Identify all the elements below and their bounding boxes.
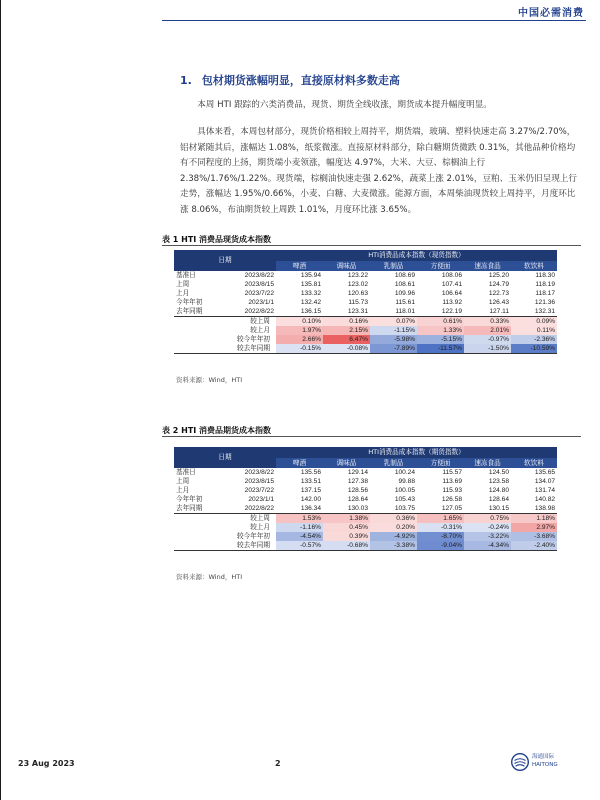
- table1-title-rule: [162, 245, 581, 246]
- change-value-cell: -8.70%: [417, 532, 464, 541]
- page-left-rule: [0, 0, 1, 800]
- category-column-header: 方便面: [417, 261, 464, 271]
- table2-title-rule: [162, 436, 581, 437]
- change-value-cell: 1.97%: [276, 326, 323, 335]
- index-value-cell: 120.63: [347, 290, 368, 297]
- change-row: [174, 335, 557, 344]
- change-value-cell: 2.01%: [464, 326, 511, 335]
- change-value-cell: -3.38%: [370, 541, 417, 551]
- change-value-cell: 1.38%: [323, 514, 370, 524]
- row-date: 2023/8/15: [244, 281, 274, 288]
- category-column-header: 软饮料: [511, 261, 557, 271]
- index-value-cell: 118.17: [535, 290, 556, 297]
- index-value-cell: 107.41: [441, 281, 462, 288]
- index-value-cell: 142.00: [300, 496, 321, 503]
- intro-paragraph: 本周 HTI 跟踪的六类消费品，现货、期货全线收涨，期货成本提升幅度明显。: [197, 100, 492, 110]
- index-value-cell: 123.22: [347, 272, 368, 279]
- change-value-cell: 0.36%: [370, 514, 417, 524]
- index-value-cell: 130.15: [488, 505, 509, 512]
- change-value-cell: -1.16%: [276, 523, 323, 532]
- row-date: 2023/1/1: [248, 496, 274, 503]
- change-label: 较上月: [250, 524, 270, 531]
- row-date: 2023/7/22: [244, 487, 274, 494]
- report-category-brand: 中国必需消费: [518, 8, 584, 19]
- row-label: 基准日: [176, 469, 196, 476]
- change-value-cell: -5.15%: [417, 335, 464, 344]
- index-value-cell: 133.51: [300, 478, 321, 485]
- index-value-cell: 113.69: [442, 478, 462, 485]
- index-value-cell: 128.56: [347, 487, 368, 494]
- index-value-cell: 105.43: [394, 496, 415, 503]
- change-label: 较今年年初: [237, 336, 270, 343]
- category-column-header: 调味品: [323, 261, 370, 271]
- change-value-cell: 1.33%: [417, 326, 464, 335]
- change-value-cell: -4.54%: [276, 532, 323, 541]
- row-date: 2023/8/22: [244, 272, 274, 279]
- change-value-cell: -0.57%: [276, 541, 323, 551]
- change-label: 较去年同期: [174, 541, 276, 551]
- index-row: [174, 468, 557, 477]
- index-value-cell: 122.73: [488, 290, 509, 297]
- index-value-cell: 129.14: [347, 469, 368, 476]
- index-value-cell: 138.98: [534, 505, 556, 512]
- row-label: 上周: [176, 478, 190, 485]
- row-date: 2023/7/22: [244, 290, 274, 297]
- category-column-header: 调味品: [323, 458, 370, 468]
- page-number: 2: [275, 759, 281, 768]
- index-value-cell: 132.42: [300, 299, 321, 306]
- index-value-cell: 133.32: [300, 290, 321, 297]
- change-value-cell: -3.22%: [464, 532, 511, 541]
- index-value-cell: 135.65: [534, 469, 556, 476]
- index-value-cell: 123.31: [347, 308, 368, 315]
- index-value-cell: 125.20: [488, 272, 509, 279]
- date-column-header: 日期: [174, 447, 276, 468]
- row-date: 2022/8/22: [244, 308, 274, 315]
- index-value-cell: 135.81: [300, 281, 321, 288]
- index-value-cell: 113.92: [442, 299, 462, 306]
- row-date: 2023/1/1: [248, 299, 274, 306]
- change-row: [174, 541, 557, 551]
- date-column-header: 日期: [174, 250, 276, 271]
- index-value-cell: 127.05: [441, 505, 462, 512]
- index-value-cell: 100.24: [394, 469, 415, 476]
- index-value-cell: 99.88: [398, 478, 415, 485]
- category-column-header: 速冻食品: [464, 458, 511, 468]
- change-value-cell: -5.98%: [370, 335, 417, 344]
- change-value-cell: -3.68%: [511, 532, 557, 541]
- index-value-cell: 136.15: [300, 308, 321, 315]
- section-number: 1.: [180, 74, 192, 87]
- index-value-cell: 118.30: [535, 272, 556, 279]
- change-value-cell: -0.08%: [323, 344, 370, 354]
- row-date: 2023/8/15: [244, 478, 274, 485]
- change-value-cell: -10.59%: [511, 344, 557, 354]
- change-label: 较上月: [250, 327, 270, 334]
- change-value-cell: 0.20%: [370, 523, 417, 532]
- index-row: [174, 504, 557, 514]
- change-value-cell: -1.50%: [464, 344, 511, 354]
- index-value-cell: 115.61: [395, 299, 415, 306]
- haitong-logo-icon: [511, 753, 529, 771]
- index-row: [174, 298, 557, 307]
- change-value-cell: -4.92%: [370, 532, 417, 541]
- change-value-cell: 6.47%: [323, 335, 370, 344]
- change-value-cell: 0.39%: [323, 532, 370, 541]
- index-value-cell: 123.02: [347, 281, 368, 288]
- futures-cost-index-table: [174, 447, 557, 551]
- change-row: [174, 344, 557, 354]
- change-value-cell: 1.65%: [417, 514, 464, 524]
- index-value-cell: 115.93: [442, 487, 462, 494]
- index-row: [174, 280, 557, 289]
- index-value-cell: 124.79: [488, 281, 509, 288]
- change-value-cell: -4.34%: [464, 541, 511, 551]
- index-row: [174, 495, 557, 504]
- change-value-cell: -9.04%: [417, 541, 464, 551]
- change-label: 较上周: [174, 317, 276, 327]
- index-value-cell: 121.36: [534, 299, 556, 306]
- index-row: [174, 486, 557, 495]
- index-value-cell: 140.82: [534, 496, 556, 503]
- index-row: [174, 477, 557, 486]
- index-value-cell: 124.50: [488, 469, 509, 476]
- change-value-cell: 0.45%: [323, 523, 370, 532]
- index-value-cell: 106.64: [441, 290, 462, 297]
- change-value-cell: -2.40%: [511, 541, 557, 551]
- change-value-cell: 1.53%: [276, 514, 323, 524]
- row-label: 去年同期: [176, 308, 203, 315]
- index-value-cell: 128.64: [347, 496, 368, 503]
- row-label: 基准日: [176, 272, 196, 279]
- index-value-cell: 127.38: [347, 478, 368, 485]
- table1-title: 表 1 HTI 消费品现货成本指数: [162, 235, 272, 244]
- change-value-cell: -0.68%: [323, 541, 370, 551]
- index-value-cell: 137.15: [300, 487, 321, 494]
- table1-source: 资料来源：Wind，HTI: [176, 376, 243, 384]
- change-value-cell: 0.11%: [511, 326, 557, 335]
- row-label: 去年同期: [176, 505, 203, 512]
- index-value-cell: 109.96: [394, 290, 415, 297]
- category-column-header: 乳制品: [370, 458, 417, 468]
- change-value-cell: -7.89%: [370, 344, 417, 354]
- change-label: 较上周: [174, 514, 276, 524]
- change-label: 较去年同期: [174, 344, 276, 354]
- index-value-cell: 128.64: [488, 496, 509, 503]
- change-value-cell: -0.31%: [417, 523, 464, 532]
- change-row: [174, 326, 557, 335]
- index-value-cell: 131.74: [534, 487, 556, 494]
- change-value-cell: -11.57%: [417, 344, 464, 354]
- change-row: [174, 317, 557, 327]
- index-value-cell: 132.31: [534, 308, 556, 315]
- change-value-cell: -0.15%: [276, 344, 323, 354]
- change-row: [174, 532, 557, 541]
- index-value-cell: 108.61: [394, 281, 415, 288]
- index-value-cell: 135.94: [300, 272, 321, 279]
- index-value-cell: 118.19: [535, 281, 556, 288]
- index-value-cell: 100.05: [394, 487, 415, 494]
- index-value-cell: 108.06: [441, 272, 462, 279]
- index-value-cell: 103.75: [394, 505, 415, 512]
- change-value-cell: 2.97%: [511, 523, 557, 532]
- change-value-cell: 0.07%: [370, 317, 417, 327]
- row-date: 2022/8/22: [244, 505, 274, 512]
- section-title: [180, 72, 400, 88]
- index-group-header: HTI消费品成本指数（期货指数）: [276, 447, 557, 458]
- change-value-cell: 0.33%: [464, 317, 511, 327]
- change-value-cell: 2.66%: [276, 335, 323, 344]
- section-title-text: 包材期货涨幅明显，直接原材料多数走高: [201, 74, 400, 87]
- index-value-cell: 115.73: [348, 299, 368, 306]
- category-column-header: 软饮料: [511, 458, 557, 468]
- table2-source: 资料来源：Wind，HTI: [176, 573, 243, 581]
- category-column-header: 啤酒: [276, 458, 323, 468]
- index-value-cell: 136.34: [300, 505, 321, 512]
- category-column-header: 乳制品: [370, 261, 417, 271]
- change-row: [174, 514, 557, 524]
- index-value-cell: 115.57: [442, 469, 462, 476]
- haitong-logo-text: 海通国际 HAITONG: [532, 754, 558, 768]
- index-row: [174, 307, 557, 317]
- row-date: 2023/8/22: [244, 469, 274, 476]
- index-value-cell: 127.11: [489, 308, 509, 315]
- index-value-cell: 126.43: [488, 299, 509, 306]
- change-value-cell: -1.15%: [370, 326, 417, 335]
- header-rule: [162, 20, 586, 21]
- change-value-cell: 0.10%: [276, 317, 323, 327]
- change-value-cell: -0.97%: [464, 335, 511, 344]
- index-value-cell: 124.80: [488, 487, 509, 494]
- index-value-cell: 126.58: [441, 496, 462, 503]
- row-label: 上周: [176, 281, 190, 288]
- row-label: 上月: [176, 290, 190, 297]
- change-value-cell: 0.61%: [417, 317, 464, 327]
- category-column-header: 速冻食品: [464, 261, 511, 271]
- change-value-cell: 0.16%: [323, 317, 370, 327]
- spot-cost-index-table: [174, 250, 557, 354]
- footer-date: 23 Aug 2023: [18, 759, 75, 768]
- index-value-cell: 122.19: [441, 308, 462, 315]
- change-value-cell: 0.75%: [464, 514, 511, 524]
- index-value-cell: 108.69: [394, 272, 415, 279]
- category-column-header: 方便面: [417, 458, 464, 468]
- detail-paragraph: 具体来看，本周包材部分，现货价格相较上周持平，期货端，玻璃、塑料快速走高 3.27%/2.70%，铝材紧随其后，涨幅达 1.08%，纸浆微涨。直接原材料部分，除白糖期货微跌 0.31%，其他品种价格均有不同程度的上扬，期货端小麦领涨，幅度达 4.97%，大米、大豆、棕榈油上行 2.38%/1.76%/1.22%。现货端，棕榈油快速走强 2.62%，蔬菜上涨 2.01%，豆粕、玉米仍旧呈现上行走势，涨幅达 1.95%/0.66%，小麦、白糖、大麦微涨。能源方面，本周柴油现货较上周持平，月度环比涨 8.06%，布油期货较上周跌 1.01%，月度环比涨 3.65%。: [180, 127, 577, 215]
- index-value-cell: 135.56: [300, 469, 321, 476]
- index-value-cell: 134.07: [534, 478, 556, 485]
- category-column-header: 啤酒: [276, 261, 323, 271]
- haitong-logo: [511, 752, 581, 772]
- change-value-cell: -2.36%: [511, 335, 557, 344]
- change-value-cell: 0.09%: [511, 317, 557, 327]
- row-label: 上月: [176, 487, 190, 494]
- change-value-cell: -0.24%: [464, 523, 511, 532]
- index-value-cell: 118.01: [395, 308, 415, 315]
- table2-title: 表 2 HTI 消费品期货成本指数: [162, 426, 272, 435]
- row-label: 今年年初: [176, 299, 203, 306]
- index-group-header: HTI消费品成本指数（现货指数）: [276, 250, 557, 261]
- change-value-cell: 2.15%: [323, 326, 370, 335]
- change-row: [174, 523, 557, 532]
- change-label: 较今年年初: [237, 533, 270, 540]
- index-value-cell: 130.03: [347, 505, 368, 512]
- index-row: [174, 271, 557, 280]
- index-row: [174, 289, 557, 298]
- change-value-cell: 1.18%: [511, 514, 557, 524]
- row-label: 今年年初: [176, 496, 203, 503]
- index-value-cell: 123.58: [488, 478, 509, 485]
